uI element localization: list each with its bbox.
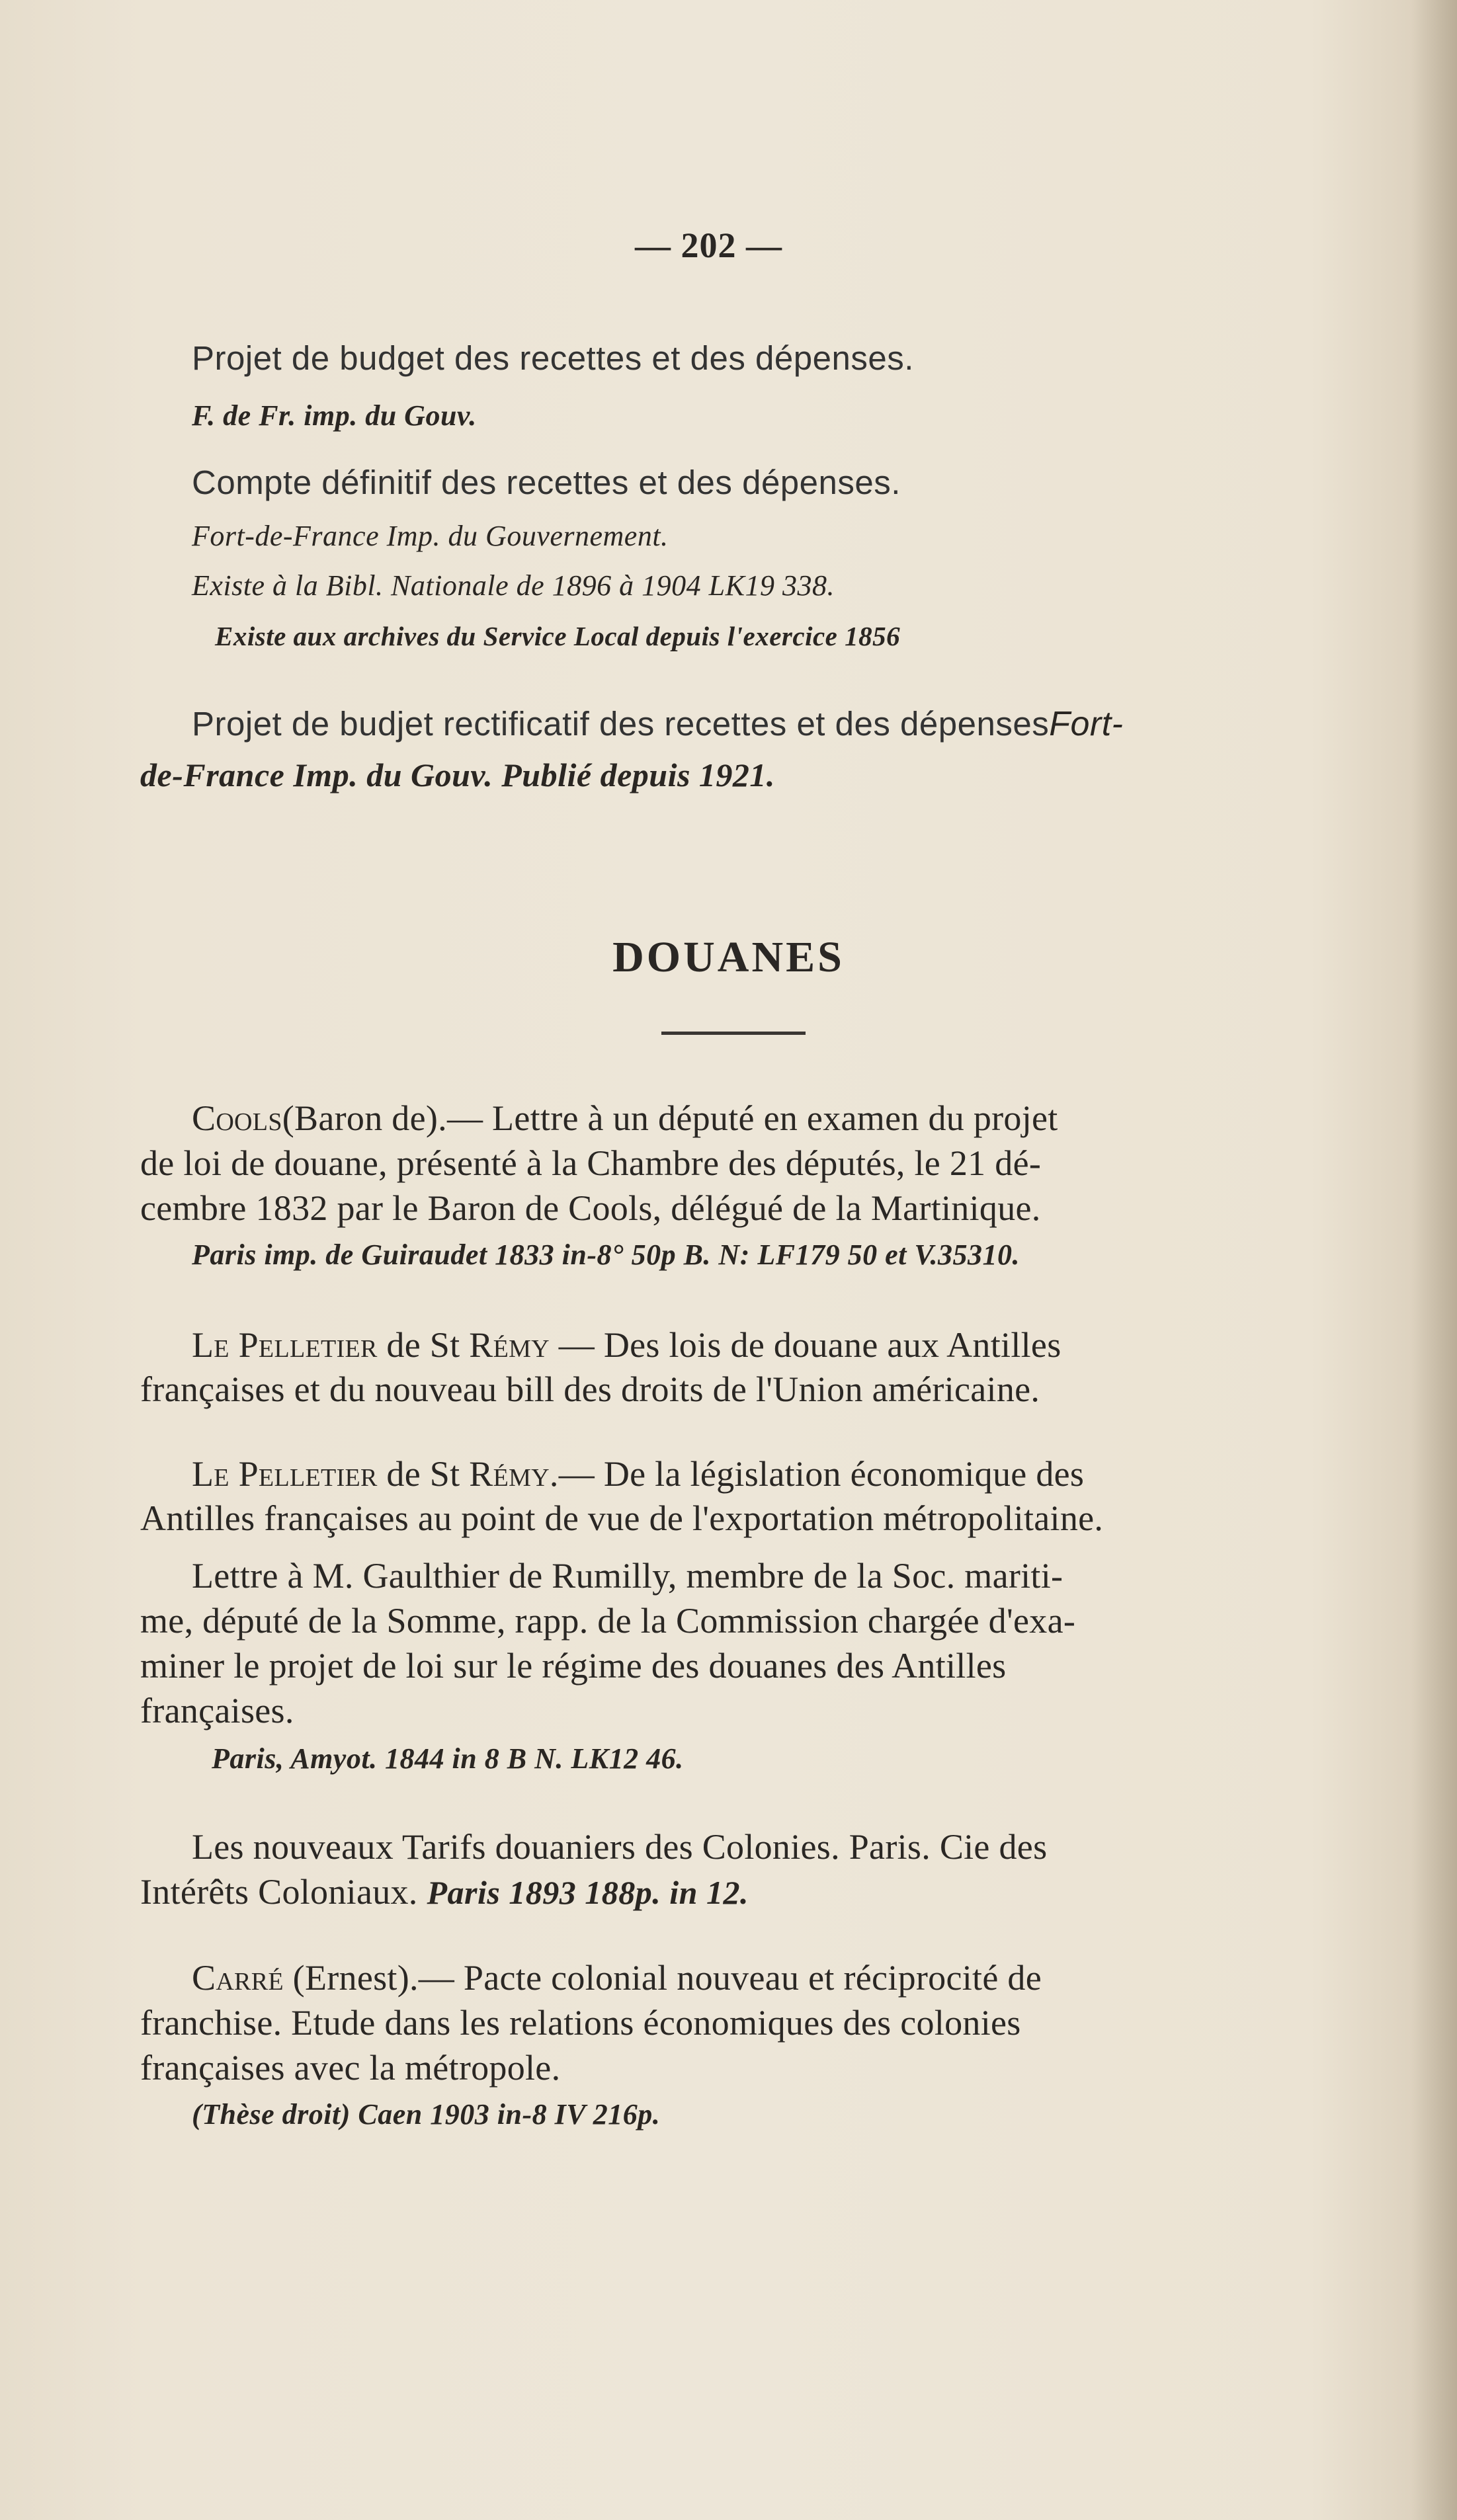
entry-author: Le Pelletier <box>192 1454 378 1494</box>
page-edge-shadow <box>1411 0 1457 2520</box>
entry-text-line: Cools(Baron de).— Lettre à un député en examen du projet <box>192 1098 1058 1138</box>
entry-text-line: cembre 1832 par le Baron de Cools, délégué de la Martinique. <box>140 1188 1041 1228</box>
entry-reference: Existe aux archives du Service Local depuis l'exercice 1856 <box>215 621 901 651</box>
entry-text-line: miner le projet de loi sur le régime des douanes des Antilles <box>140 1646 1007 1686</box>
entry-text: Projet de budjet rectificatif des recettes et des dépenses <box>192 705 1050 743</box>
entry-text-line: de loi de douane, présenté à la Chambre des députés, le 21 dé- <box>140 1143 1042 1183</box>
entry-text-line <box>192 704 1124 744</box>
entry-author: Le Pelletier <box>192 1325 378 1365</box>
entry-text-line: Antilles françaises au point de vue de l'exportation métropolitaine. <box>140 1498 1104 1538</box>
entry-reference: Paris 1893 188p. in 12. <box>427 1874 749 1911</box>
entry-text-line: me, député de la Somme, rapp. de la Commission chargée d'exa- <box>140 1601 1076 1641</box>
entry-reference: Fort- <box>1049 705 1124 743</box>
section-heading: DOUANES <box>612 933 845 981</box>
entry-reference: Paris, Amyot. 1844 in 8 B N. LK12 46. <box>212 1742 684 1775</box>
entry-reference: Paris imp. de Guiraudet 1833 in-8° 50p B. N: LF179 50 et V.35310. <box>192 1239 1020 1271</box>
entry-text-line: Projet de budget des recettes et des dépenses. <box>192 339 914 377</box>
entry-author: Carré <box>192 1958 284 1998</box>
entry-reference: (Thèse droit) Caen 1903 in-8 IV 216p. <box>192 2098 661 2131</box>
entry-reference: Existe à la Bibl. Nationale de 1896 à 1904 LK19 338. <box>192 569 835 602</box>
entry-text-line: françaises. <box>140 1691 294 1730</box>
entry-reference: Fort-de-France Imp. du Gouvernement. <box>192 520 669 552</box>
entry-reference: de-France Imp. du Gouv. Publié depuis 1921. <box>140 756 775 793</box>
entry-text-line: Lettre à M. Gaulthier de Rumilly, membre de la Soc. mariti- <box>192 1556 1063 1596</box>
entry-text-line: Carré (Ernest).— Pacte colonial nouveau et réciprocité de <box>192 1958 1042 1998</box>
entry-text-line: franchise. Etude dans les relations économiques des colonies <box>140 2003 1021 2043</box>
entry-text-line: Le Pelletier de St Rémy — Des lois de douane aux Antilles <box>192 1325 1062 1365</box>
entry-author: Cools <box>192 1098 282 1138</box>
entry-text-line: Le Pelletier de St Rémy.— De la législation économique des <box>192 1454 1085 1494</box>
entry-text-line: françaises avec la métropole. <box>140 2048 561 2088</box>
entry-text-line: Intérêts Coloniaux. Paris 1893 188p. in 12. <box>140 1872 749 1912</box>
heading-rule <box>661 1032 806 1035</box>
entry-text-line: Les nouveaux Tarifs douaniers des Colonies. Paris. Cie des <box>192 1827 1048 1867</box>
entry-reference: F. de Fr. imp. du Gouv. <box>192 399 477 432</box>
page-number: — 202 — <box>635 225 782 265</box>
entry-text-line: françaises et du nouveau bill des droits de l'Union américaine. <box>140 1369 1040 1409</box>
entry-text-line: Compte définitif des recettes et des dépenses. <box>192 464 901 501</box>
